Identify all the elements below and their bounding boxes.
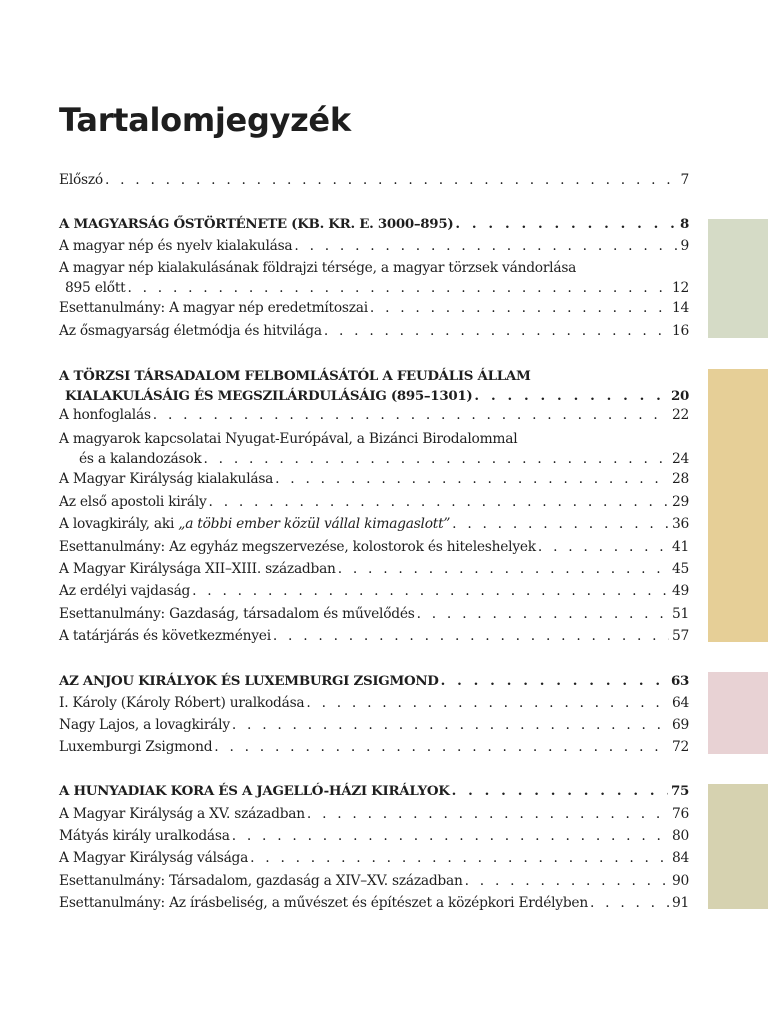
toc-entry[interactable] — [59, 236, 689, 256]
toc-entry-page: 41 — [671, 539, 689, 555]
dot-leader — [190, 581, 669, 601]
toc-entry-title: Esettanulmány: Az írásbeliség, a művészet és építészet a középkori Erdélyben — [59, 895, 588, 911]
toc-chapter-title-line1: A TÖRZSI TÁRSADALOM FELBOMLÁSÁTÓL A FEUDÁLIS ÁLLAM — [59, 368, 531, 384]
toc-entry-title: Esettanulmány: Gazdaság, társadalom és művelődés — [59, 606, 415, 622]
page-title: Tartalomjegyzék — [59, 101, 351, 139]
toc-entry-page: 51 — [671, 606, 689, 622]
dot-leader — [292, 236, 677, 256]
toc-entry[interactable] — [59, 258, 689, 298]
toc-entry[interactable] — [59, 893, 689, 913]
toc-entry-title: és a kalandozások — [79, 451, 202, 467]
dot-leader — [415, 604, 669, 624]
toc-entry-title: A magyar nép és nyelv kialakulása — [59, 238, 293, 254]
toc-chapter-heading[interactable] — [59, 214, 689, 234]
dot-leader — [212, 737, 669, 757]
toc-entry-page: 22 — [671, 407, 689, 423]
toc-entry-title: I. Károly (Károly Róbert) uralkodása — [59, 695, 305, 711]
section-marker-tab — [708, 369, 768, 642]
section-marker-tab — [708, 672, 768, 754]
toc-entry-page: 64 — [671, 695, 689, 711]
dot-leader — [230, 826, 669, 846]
toc-entry-page: 28 — [671, 471, 689, 487]
toc-entry[interactable] — [59, 298, 689, 318]
toc-entry-title: Előszó — [59, 172, 103, 188]
toc-chapter-title: A MAGYARSÁG ŐSTÖRTÉNETE (KB. KR. E. 3000–895) — [59, 216, 454, 232]
toc-entry-page: 80 — [671, 828, 689, 844]
toc-entry-page: 49 — [671, 583, 689, 599]
toc-entry-title: A Magyar Királyság kialakulása — [59, 471, 274, 487]
toc-entry-page: 69 — [671, 717, 689, 733]
toc-entry-title: Az első apostoli király — [59, 494, 207, 510]
dot-leader — [230, 715, 669, 735]
toc-entry-page: 57 — [671, 628, 689, 644]
toc-entry[interactable] — [59, 514, 689, 534]
toc-chapter-title: KIALAKULÁSÁIG ÉS MEGSZILÁRDULÁSÁIG (895–1301) — [65, 388, 473, 404]
toc-entry-title: A Magyar Királyság válsága — [59, 850, 249, 866]
toc-entry-title: Nagy Lajos, a lovagkirály — [59, 717, 230, 733]
dot-leader — [273, 469, 669, 489]
dot-leader — [248, 848, 669, 868]
section-marker-tab — [708, 219, 768, 338]
toc-entry[interactable] — [59, 871, 689, 891]
toc-entry-title-line1: A magyarok kapcsolatai Nyugat-Európával, a Bizánci Birodalommal — [59, 431, 518, 447]
toc-entry[interactable] — [59, 804, 689, 824]
toc-entry-page: 76 — [671, 806, 689, 822]
toc-entry[interactable] — [59, 715, 689, 735]
dot-leader — [536, 537, 669, 557]
toc-entry-title: 895 előtt — [65, 280, 126, 296]
toc-entry-page: 84 — [671, 850, 689, 866]
toc-entry-page: 12 — [671, 280, 689, 296]
dot-leader — [125, 278, 668, 298]
toc-entry-title: A tatárjárás és következményei — [59, 628, 271, 644]
toc-entry-page: 7 — [680, 172, 689, 188]
toc-entry-title: Mátyás király uralkodása — [59, 828, 230, 844]
toc-chapter-page: 20 — [670, 388, 689, 404]
toc-entry[interactable] — [59, 170, 689, 190]
toc-entry[interactable] — [59, 848, 689, 868]
toc-entry-title: Az ősmagyarság életmódja és hitvilága — [59, 323, 322, 339]
toc-entry[interactable] — [59, 581, 689, 601]
toc-chapter-title: A HUNYADIAK KORA ÉS A JAGELLÓ-HÁZI KIRÁLYOK — [59, 783, 450, 799]
toc-entry-title: Esettanulmány: Az egyház megszervezése, kolostorok és hiteleshelyek — [59, 539, 536, 555]
dot-leader — [271, 626, 669, 646]
toc-chapter-heading[interactable] — [59, 366, 689, 406]
toc-entry-title: A Magyar Királysága XII–XIII. században — [59, 561, 336, 577]
toc-entry-title: Esettanulmány: Társadalom, gazdaság a XIV–XV. században — [59, 873, 463, 889]
toc-entry[interactable] — [59, 559, 689, 579]
toc-entry[interactable] — [59, 469, 689, 489]
toc-chapter-page: 8 — [679, 216, 689, 232]
dot-leader — [201, 449, 668, 469]
toc-entry-title: A Magyar Királyság a XV. században — [59, 806, 305, 822]
toc-chapter-title: AZ ANJOU KIRÁLYOK ÉS LUXEMBURGI ZSIGMOND — [59, 673, 439, 689]
dot-leader — [453, 214, 677, 234]
toc-entry[interactable] — [59, 405, 689, 425]
section-marker-tab — [708, 784, 768, 909]
toc-entry-page: 36 — [671, 516, 689, 532]
toc-entry-page: 91 — [671, 895, 689, 911]
dot-leader — [588, 893, 669, 913]
dot-leader — [103, 170, 678, 190]
toc-entry[interactable] — [59, 492, 689, 512]
toc-entry-page: 45 — [671, 561, 689, 577]
dot-leader — [322, 321, 669, 341]
dot-leader — [472, 386, 668, 406]
dot-leader — [450, 781, 668, 801]
toc-entry-page: 9 — [680, 238, 689, 254]
toc-entry[interactable] — [59, 429, 689, 469]
dot-leader — [368, 298, 669, 318]
dot-leader — [151, 405, 669, 425]
toc-entry[interactable] — [59, 737, 689, 757]
dot-leader — [439, 671, 668, 691]
dot-leader — [304, 693, 669, 713]
toc-chapter-page: 63 — [670, 673, 689, 689]
toc-entry-title: A honfoglalás — [59, 407, 151, 423]
toc-entry-page: 14 — [671, 300, 689, 316]
toc-entry[interactable] — [59, 826, 689, 846]
toc-chapter-page: 75 — [670, 783, 689, 799]
dot-leader — [463, 871, 669, 891]
toc-entry-title-quote: „a többi ember közül vállal kimagaslott” — [178, 516, 451, 532]
toc-entry-title: Az erdélyi vajdaság — [59, 583, 191, 599]
toc-entry-title-line1: A magyar nép kialakulásának földrajzi térsége, a magyar törzsek vándorlása — [59, 260, 577, 276]
toc-entry-title: Esettanulmány: A magyar nép eredetmítoszai — [59, 300, 368, 316]
toc-chapter-heading[interactable] — [59, 781, 689, 801]
toc-entry[interactable] — [59, 604, 689, 624]
toc-entry-page: 16 — [671, 323, 689, 339]
toc-chapter-heading[interactable] — [59, 671, 689, 691]
toc-entry-title-plain: A lovagkirály, aki — [59, 516, 179, 532]
toc-entry[interactable] — [59, 537, 689, 557]
toc-entry[interactable] — [59, 626, 689, 646]
toc-entry[interactable] — [59, 693, 689, 713]
toc-entry-page: 29 — [671, 494, 689, 510]
dot-leader — [336, 559, 669, 579]
dot-leader — [207, 492, 669, 512]
dot-leader — [450, 514, 669, 534]
toc-entry-title: Luxemburgi Zsigmond — [59, 739, 213, 755]
toc-entry-page: 24 — [671, 451, 689, 467]
dot-leader — [305, 804, 669, 824]
toc-entry-title — [59, 514, 450, 534]
toc-entry-page: 90 — [671, 873, 689, 889]
toc-entry-page: 72 — [671, 739, 689, 755]
toc-entry[interactable] — [59, 321, 689, 341]
